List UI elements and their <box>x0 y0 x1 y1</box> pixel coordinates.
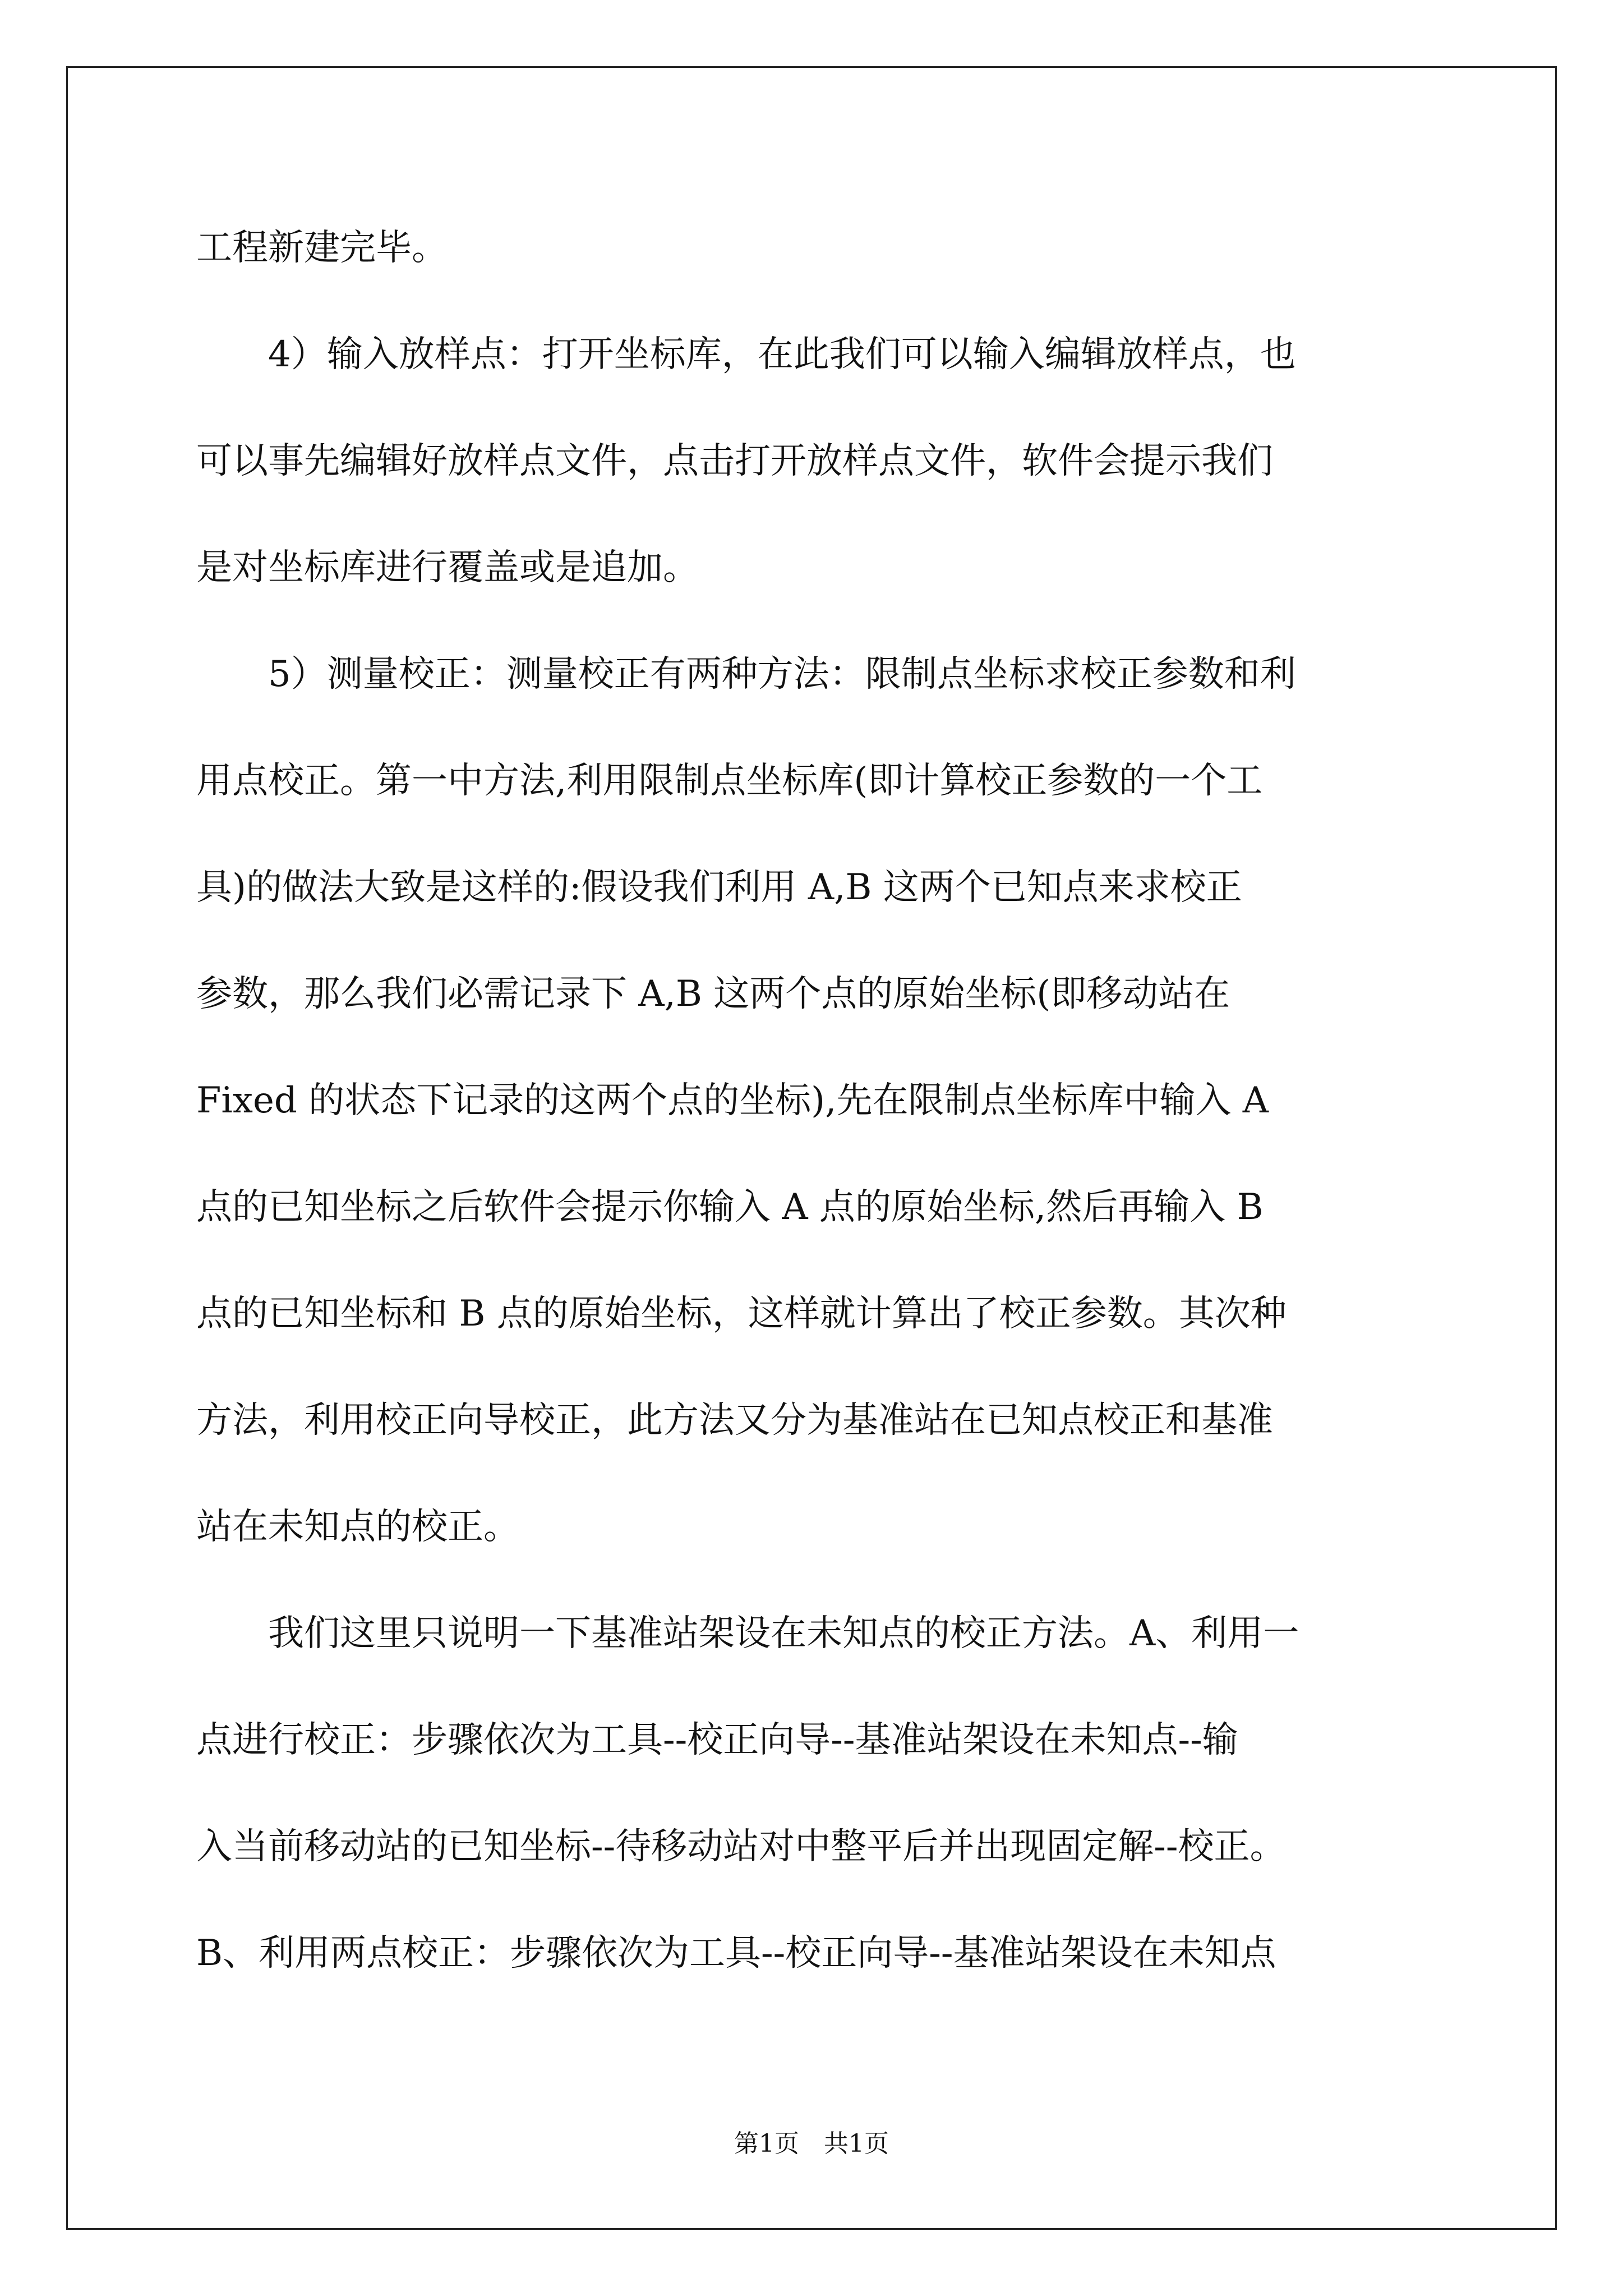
paragraph-line: 可以事先编辑好放样点文件，点击打开放样点文件，软件会提示我们 <box>196 440 1273 482</box>
paragraph-line: 工程新建完毕。 <box>196 227 448 269</box>
page-number-footer: 第1页 共1页 <box>734 2129 889 2158</box>
paragraph-line: 站在未知点的校正。 <box>196 1506 519 1548</box>
paragraph-line: 4）输入放样点：打开坐标库，在此我们可以输入编辑放样点，也 <box>196 334 1296 375</box>
paragraph-line: 点进行校正：步骤依次为工具--校正向导--基准站架设在未知点--输 <box>196 1719 1238 1761</box>
paragraph-line: 用点校正。第一中方法,利用限制点坐标库(即计算校正参数的一个工 <box>196 760 1263 802</box>
paragraph-line: 点的已知坐标之后软件会提示你输入 A 点的原始坐标,然后再输入 B <box>196 1186 1264 1228</box>
paragraph-line: 参数，那么我们必需记录下 A,B 这两个点的原始坐标(即移动站在 <box>196 973 1230 1015</box>
paragraph-line: 方法，利用校正向导校正，此方法又分为基准站在已知点校正和基准 <box>196 1400 1273 1441</box>
paragraph-line: 点的已知坐标和 B 点的原始坐标，这样就计算出了校正参数。其次种 <box>196 1293 1287 1335</box>
paragraph-line: 我们这里只说明一下基准站架设在未知点的校正方法。A、利用一 <box>196 1613 1299 1654</box>
paragraph-line: Fixed 的状态下记录的这两个点的坐标),先在限制点坐标库中输入 A <box>196 1080 1269 1121</box>
paragraph-line: 入当前移动站的已知坐标--待移动站对中整平后并出现固定解--校正。 <box>196 1826 1286 1867</box>
paragraph-line: 5）测量校正：测量校正有两种方法：限制点坐标求校正参数和利 <box>196 654 1296 695</box>
paragraph-line: 具)的做法大致是这样的:假设我们利用 A,B 这两个已知点来求校正 <box>196 867 1242 908</box>
paragraph-line: 是对坐标库进行覆盖或是追加。 <box>196 547 699 588</box>
paragraph-line: B、利用两点校正：步骤依次为工具--校正向导--基准站架设在未知点 <box>196 1932 1276 1974</box>
page-border <box>66 66 1557 2230</box>
